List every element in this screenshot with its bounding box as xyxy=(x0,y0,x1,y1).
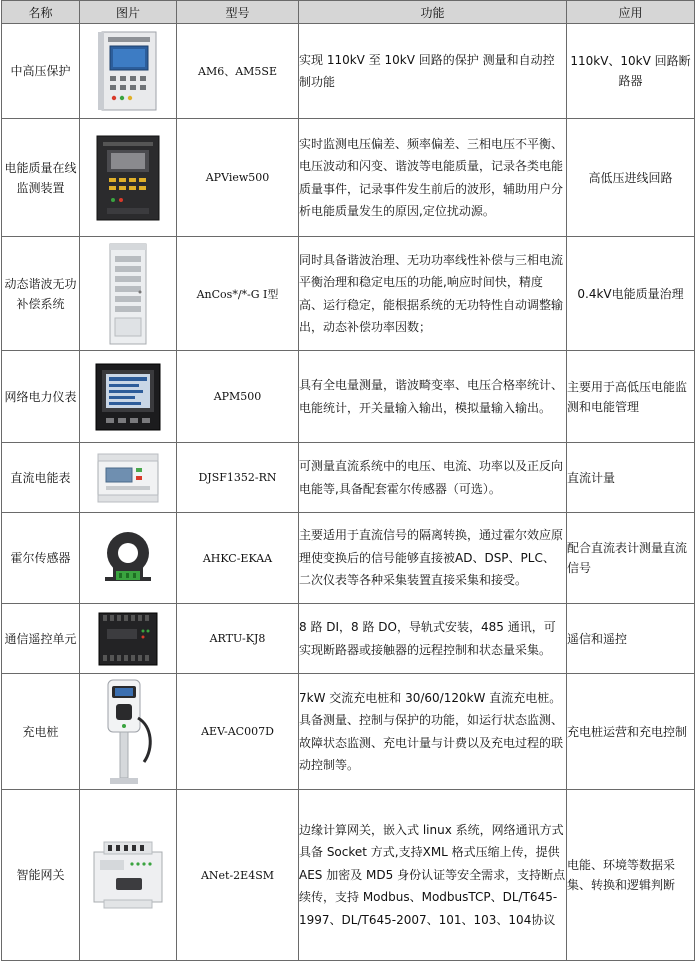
smart-gateway-icon xyxy=(90,838,166,912)
header-name: 名称 xyxy=(2,1,80,24)
product-model: AHKC-EKAA xyxy=(177,513,299,604)
product-model: AnCos*/*-G Ⅰ型 xyxy=(177,237,299,351)
header-model: 型号 xyxy=(177,1,299,24)
table-row xyxy=(2,604,695,674)
product-image xyxy=(80,443,177,513)
product-application: 电能、环境等数据采集、转换和逻辑判断 xyxy=(567,790,695,961)
hall-sensor-icon xyxy=(97,527,159,589)
table-row xyxy=(2,24,695,119)
product-application: 110kV、10kV 回路断路器 xyxy=(567,24,695,119)
compensation-cabinet-icon xyxy=(106,242,150,346)
product-name: 智能网关 xyxy=(2,790,80,961)
product-function: 具有全电量测量，谐波畸变率、电压合格率统计、电能统计，开关量输入输出，模拟量输入输出。 xyxy=(299,351,567,443)
product-image xyxy=(80,237,177,351)
product-function: 可测量直流系统中的电压、电流、功率以及正反向电能等,具备配套霍尔传感器（可选）。 xyxy=(299,443,567,513)
product-model: APView500 xyxy=(177,119,299,237)
product-name: 动态谐波无功补偿系统 xyxy=(2,237,80,351)
product-image xyxy=(80,119,177,237)
product-name: 中高压保护 xyxy=(2,24,80,119)
table-row xyxy=(2,513,695,604)
product-application: 直流计量 xyxy=(567,443,695,513)
product-function: 主要适用于直流信号的隔离转换，通过霍尔效应原理使变换后的信号能够直接被AD、DSP、PLC、二次仪表等各种采集装置直接采集和接受。 xyxy=(299,513,567,604)
table-row xyxy=(2,237,695,351)
table-row xyxy=(2,119,695,237)
product-table xyxy=(1,0,695,961)
product-function: 实时监测电压偏差、频率偏差、三相电压不平衡、电压波动和闪变、谐波等电能质量，记录各类电能质量事件，记录事件发生前后的波形，辅助用户分析电能质量发生的原因,定位扰动源。 xyxy=(299,119,567,237)
product-model: DJSF1352-RN xyxy=(177,443,299,513)
product-image xyxy=(80,513,177,604)
product-application: 遥信和遥控 xyxy=(567,604,695,674)
product-image xyxy=(80,674,177,790)
product-model: ARTU-KJ8 xyxy=(177,604,299,674)
product-name: 通信遥控单元 xyxy=(2,604,80,674)
table-row xyxy=(2,443,695,513)
product-image xyxy=(80,24,177,119)
product-model: APM500 xyxy=(177,351,299,443)
product-name: 电能质量在线监测装置 xyxy=(2,119,80,237)
product-application: 0.4kV电能质量治理 xyxy=(567,237,695,351)
product-application: 高低压进线回路 xyxy=(567,119,695,237)
dc-energy-meter-icon xyxy=(96,452,160,504)
table-row xyxy=(2,674,695,790)
product-name: 霍尔传感器 xyxy=(2,513,80,604)
product-model: AM6、AM5SE xyxy=(177,24,299,119)
power-quality-monitor-icon xyxy=(93,134,163,222)
product-application: 配合直流表计测量直流信号 xyxy=(567,513,695,604)
relay-protection-device-icon xyxy=(96,30,160,112)
ev-charger-icon xyxy=(98,678,158,786)
product-function: 同时具备谐波治理、无功功率线性补偿与三相电流平衡治理和稳定电压的功能,响应时间快，精度高、运行稳定，能根据系统的无功特性自动调整输出，动态补偿功率因数； xyxy=(299,237,567,351)
product-name: 直流电能表 xyxy=(2,443,80,513)
product-function: 8 路 DI，8 路 DO，导轨式安装，485 通讯，可实现断路器或接触器的远程控制和状态量采集。 xyxy=(299,604,567,674)
product-image xyxy=(80,351,177,443)
header-function: 功能 xyxy=(299,1,567,24)
product-function: 边缘计算网关，嵌入式 linux 系统，网络通讯方式具备 Socket 方式,支持XML 格式压缩上传，提供 AES 加密及 MD5 身份认证等安全需求，支持断点续传，支持 Modbus、ModbusTCP、DL/T645-1997、DL/T645-2007、101、103、104协议 xyxy=(299,790,567,961)
header-row xyxy=(2,1,695,24)
network-power-meter-icon xyxy=(94,362,162,432)
remote-control-unit-icon xyxy=(97,609,159,669)
product-application: 主要用于高低压电能监测和电能管理 xyxy=(567,351,695,443)
product-model: AEV-AC007D xyxy=(177,674,299,790)
product-image xyxy=(80,790,177,961)
product-function: 实现 110kV 至 10kV 回路的保护 测量和自动控制功能 xyxy=(299,24,567,119)
header-application: 应用 xyxy=(567,1,695,24)
table-row xyxy=(2,790,695,961)
product-name: 网络电力仪表 xyxy=(2,351,80,443)
product-application: 充电桩运营和充电控制 xyxy=(567,674,695,790)
product-model: ANet-2E4SM xyxy=(177,790,299,961)
product-function: 7kW 交流充电桩和 30/60/120kW 直流充电桩。具备测量、控制与保护的功能，如运行状态监测、故障状态监测、充电计量与计费以及充电过程的联动控制等。 xyxy=(299,674,567,790)
table-row xyxy=(2,351,695,443)
product-image xyxy=(80,604,177,674)
header-image: 图片 xyxy=(80,1,177,24)
product-name: 充电桩 xyxy=(2,674,80,790)
